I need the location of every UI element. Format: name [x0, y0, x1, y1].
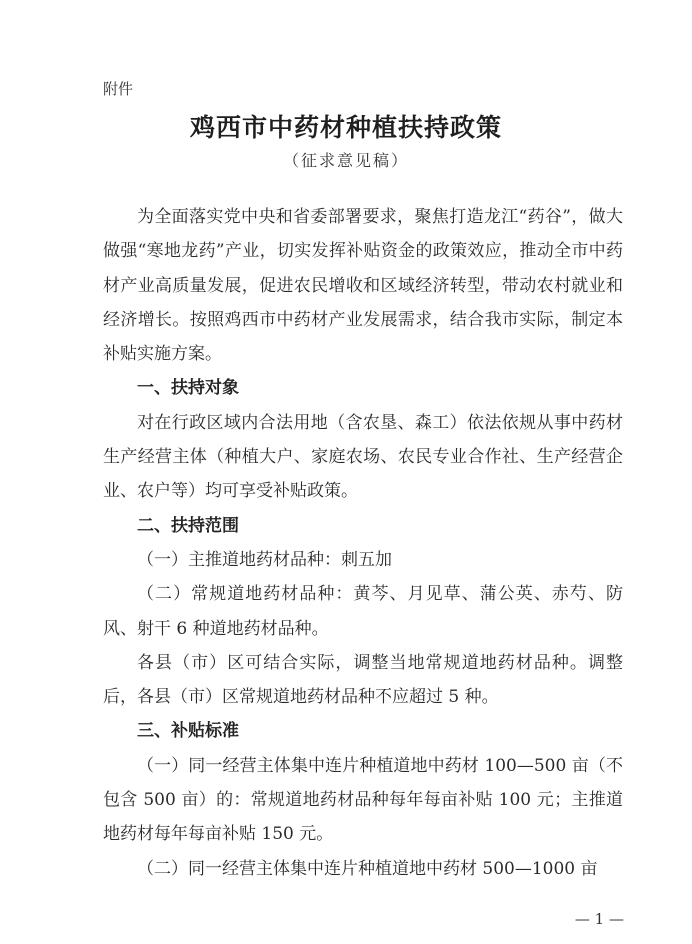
document-body — [103, 200, 623, 886]
intro-paragraph: 为全面落实党中央和省委部署要求，聚焦打造龙江“药谷”，做大做强“寒地龙药”产业，切实发挥补贴资金的政策效应，推动全市中药材产业高质量发展，促进农民增收和区域经济转型，带动农村就业和经济增长。按照鸡西市中药材产业发展需求，结合我市实际，制定本补贴实施方案。 — [103, 207, 623, 365]
section-heading-support-scope: 二、扶持范围 — [137, 515, 239, 536]
subsidy-item-1: （一）同一经营主体集中连片种植道地中药材 100—500 亩（不包含 500 亩）的：常规道地药材品种每年每亩补贴 100 元；主推道地药材每年每亩补贴 150 元。 — [103, 755, 623, 845]
scope-item-regular-varieties: （二）常规道地药材品种：黄芩、月见草、蒲公英、赤芍、防风、射干 6 种道地药材品种。 — [103, 584, 623, 639]
subsidy-item-2: （二）同一经营主体集中连片种植道地中药材 500—1000 亩 — [137, 858, 598, 879]
attachment-label: 附件 — [103, 80, 134, 98]
scope-item-main-variety: （一）主推道地药材品种：刺五加 — [137, 549, 392, 570]
document-subtitle: （征求意见稿） — [282, 151, 409, 170]
section-heading-subsidy-standards: 三、补贴标准 — [137, 721, 239, 742]
section-heading-support-targets: 一、扶持对象 — [137, 378, 239, 399]
support-targets-paragraph: 对在行政区域内合法用地（含农垦、森工）依法依规从事中药材生产经营主体（种植大户、家庭农场、农民专业合作社、生产经营企业、农户等）均可享受补贴政策。 — [103, 412, 623, 502]
page-number: — 1 — — [574, 910, 624, 928]
scope-adjustment-paragraph: 各县（市）区可结合实际，调整当地常规道地药材品种。调整后，各县（市）区常规道地药材品种不应超过 5 种。 — [103, 652, 623, 708]
document-title: 鸡西市中药材种植扶持政策 — [189, 113, 502, 142]
